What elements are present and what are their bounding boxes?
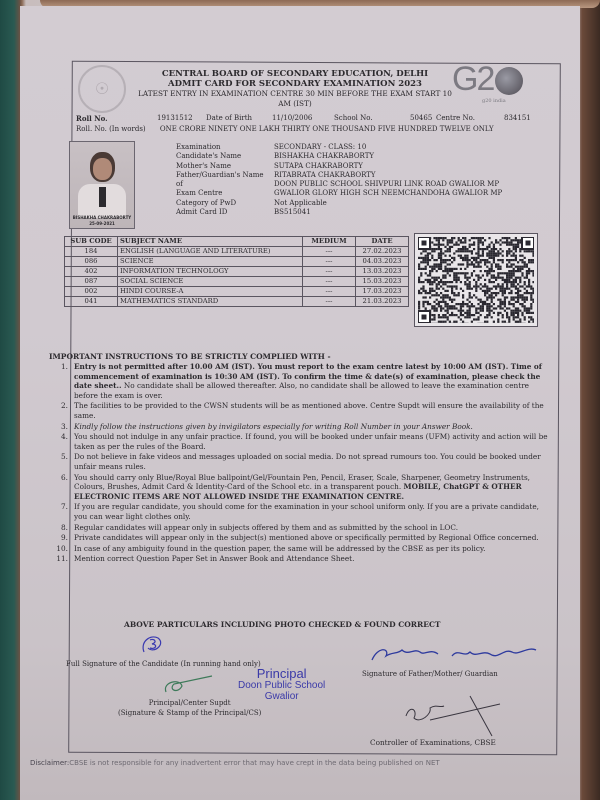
photo-caption-date: 25-09-2021 bbox=[89, 221, 115, 226]
dob-label: Date of Birth bbox=[206, 114, 253, 122]
principal-signature-icon bbox=[160, 674, 216, 698]
instruction-bold-text: Entry is not permitted after 10.00 AM (IST). You must report to the exam centre latest by 10:00 AM (IST). Time of commencement of examination is 10:30 AM (IST). To confirm the time & date(s) of examination, please check the date sheet.. bbox=[74, 362, 542, 391]
detail-label: Father/Guardian's Name bbox=[176, 170, 264, 179]
table-row bbox=[65, 257, 409, 267]
detail-row bbox=[176, 189, 502, 198]
detail-label: of bbox=[176, 180, 183, 189]
g20-subtext: g20 india bbox=[482, 98, 506, 104]
instruction-text: Kindly follow the instructions given by invigilators especially for writing Roll Number in your Answer Book. bbox=[74, 421, 473, 431]
detail-value: BISHAKHA CHAKRABORTY bbox=[274, 152, 374, 161]
table-row bbox=[65, 267, 409, 277]
detail-value: SECONDARY - CLASS: 10 bbox=[274, 143, 367, 151]
roll-words-value: ONE CRORE NINETY ONE LAKH THIRTY ONE THOUSAND FIVE HUNDRED TWELVE ONLY bbox=[159, 125, 494, 133]
instruction-item bbox=[50, 544, 548, 554]
stamp-line3: Gwalior bbox=[264, 691, 299, 702]
school-label: School No. bbox=[334, 114, 373, 122]
instruction-number: 8. bbox=[61, 522, 68, 532]
table-row bbox=[65, 287, 409, 297]
instruction-number: 7. bbox=[61, 502, 68, 512]
detail-value: Not Applicable bbox=[274, 198, 327, 207]
sub-date: 27.02.2023 bbox=[356, 247, 409, 257]
detail-label: Category of PwD bbox=[176, 198, 237, 207]
instruction-item bbox=[50, 554, 548, 564]
col-subject-name: SUBJECT NAME bbox=[118, 237, 303, 247]
instruction-text: The facilities to be provided to the CWSN students will be as mentioned above. Centre Supdt will ensure the availability of the same. bbox=[74, 401, 544, 420]
instruction-item bbox=[50, 432, 548, 451]
sub-date: 04.03.2023 bbox=[356, 257, 409, 267]
sub-code: 184 bbox=[65, 247, 118, 257]
instruction-item bbox=[50, 473, 548, 502]
board-name: CENTRAL BOARD OF SECONDARY EDUCATION, DELHI bbox=[161, 69, 429, 79]
detail-row bbox=[176, 152, 502, 161]
instruction-number: 5. bbox=[61, 452, 68, 462]
sub-medium: --- bbox=[303, 247, 356, 257]
sub-medium: --- bbox=[303, 277, 356, 287]
roll-words-row bbox=[76, 125, 494, 133]
school-stamp bbox=[238, 666, 325, 702]
detail-row bbox=[176, 180, 502, 189]
instruction-item bbox=[50, 502, 548, 521]
detail-row bbox=[176, 162, 502, 171]
entry-notice-line1: LATEST ENTRY IN EXAMINATION CENTRE 30 MIN BEFORE THE EXAM START 10 bbox=[138, 89, 452, 98]
sub-medium: --- bbox=[303, 257, 356, 267]
table-row bbox=[65, 277, 409, 287]
school-value: 50465 bbox=[410, 114, 433, 122]
instruction-number: 4. bbox=[61, 432, 68, 442]
col-sub-code: SUB CODE bbox=[65, 237, 118, 247]
instruction-number: 3. bbox=[61, 421, 68, 431]
candidate-signature-icon bbox=[138, 632, 166, 658]
instruction-number: 9. bbox=[61, 533, 68, 543]
sub-name: INFORMATION TECHNOLOGY bbox=[118, 267, 303, 277]
instruction-number: 10. bbox=[56, 543, 68, 553]
instruction-number: 6. bbox=[61, 472, 68, 482]
instruction-number: 11. bbox=[56, 554, 68, 564]
sub-name: SCIENCE bbox=[118, 257, 303, 267]
instruction-text: No candidate shall be allowed thereafter. Also, no candidate shall be allowed to leave the examination centre before the exam is over. bbox=[74, 381, 530, 400]
candidate-details bbox=[176, 143, 502, 217]
stamp-line1: Principal bbox=[256, 666, 307, 681]
detail-label: Candidate's Name bbox=[176, 152, 242, 161]
instruction-number: 1. bbox=[61, 362, 68, 371]
detail-label: Exam Centre bbox=[176, 189, 223, 198]
roll-value: 19131512 bbox=[157, 114, 193, 122]
sub-medium: --- bbox=[303, 267, 356, 277]
principal-label-line1: Principal/Center Supdt bbox=[148, 699, 231, 707]
dob-value: 11/10/2006 bbox=[272, 114, 313, 122]
sub-code: 402 bbox=[65, 267, 118, 277]
candidate-signature-label: Full Signature of the Candidate (In running hand only) bbox=[66, 660, 261, 668]
subjects-table bbox=[64, 236, 409, 307]
sub-code: 002 bbox=[65, 287, 118, 297]
sub-name: ENGLISH (LANGUAGE AND LITERATURE) bbox=[118, 247, 303, 257]
g20-text: G2 bbox=[452, 60, 494, 98]
sub-date: 13.03.2023 bbox=[356, 267, 409, 277]
instruction-item bbox=[50, 523, 548, 533]
instruction-text: You should carry only Blue/Royal Blue ballpoint/Gel/Fountain Pen, Pencil, Eraser, Scale, Sharpener, Geometry Instruments, Colours, Brushes, Admit Card & Identity-Card of the School etc. in a transparent pouch. bbox=[74, 472, 531, 492]
instruction-item bbox=[50, 533, 548, 543]
roll-label: Roll No. bbox=[76, 114, 108, 123]
table-header-row bbox=[65, 237, 409, 247]
detail-row bbox=[176, 171, 502, 180]
sub-name: SOCIAL SCIENCE bbox=[118, 277, 303, 287]
instruction-item bbox=[50, 422, 548, 432]
instruction-item bbox=[50, 452, 548, 471]
instruction-bold-text: MOBILE, ChatGPT & OTHER ELECTRONIC ITEMS ARE NOT ALLOWED INSIDE THE EXAMINATION CENTRE. bbox=[74, 482, 522, 501]
detail-value: SUTAPA CHAKRABORTY bbox=[274, 161, 363, 170]
instructions-title: IMPORTANT INSTRUCTIONS TO BE STRICTLY COMPLIED WITH - bbox=[49, 352, 331, 361]
photo-caption-name: BISHAKHA CHAKRABORTY bbox=[72, 215, 132, 220]
detail-value: RITABRATA CHAKRABORTY bbox=[274, 170, 376, 179]
instruction-text: You should not indulge in any unfair practice. If found, you will be booked under unfair means (UFM) activity and action will be taken as per the rules of the Board. bbox=[74, 432, 548, 451]
guardian-signature-icon bbox=[368, 642, 548, 666]
instruction-text: Regular candidates will appear only in subjects offered by them and as submitted by the school in LOC. bbox=[74, 522, 459, 532]
centre-value: 834151 bbox=[504, 114, 531, 122]
detail-label: Mother's Name bbox=[176, 161, 232, 170]
detail-row bbox=[176, 143, 502, 152]
g20-logo-icon bbox=[452, 60, 523, 99]
instruction-text: Private candidates will appear only in the subject(s) mentioned above or specifically permitted by Regional Office concerned. bbox=[74, 533, 539, 543]
instruction-text: Mention correct Question Paper Set in Answer Book and Attendance Sheet. bbox=[74, 554, 355, 564]
instruction-item bbox=[50, 362, 548, 400]
detail-label: Examination bbox=[176, 143, 221, 151]
sub-name: MATHEMATICS STANDARD bbox=[118, 297, 303, 307]
cbse-emblem-icon: ☉ bbox=[78, 65, 126, 113]
controller-signature-icon bbox=[400, 694, 510, 738]
sub-date: 15.03.2023 bbox=[356, 277, 409, 287]
entry-notice-line2: AM (IST) bbox=[278, 99, 312, 108]
sub-medium: --- bbox=[303, 297, 356, 307]
detail-row bbox=[176, 208, 502, 217]
stamp-line2: Doon Public School bbox=[238, 680, 326, 691]
instruction-item bbox=[50, 401, 548, 420]
instruction-text: If you are regular candidate, you should come for the examination in your school uniform only. If you are a private candidate, you can wear light clothes only. bbox=[74, 502, 539, 521]
instructions-list bbox=[50, 362, 548, 565]
admit-card-title: ADMIT CARD FOR SECONDARY EXAMINATION 2023 bbox=[168, 79, 422, 89]
disclaimer bbox=[30, 759, 440, 767]
guardian-signature-label: Signature of Father/Mother/ Guardian bbox=[362, 670, 498, 678]
qr-code-icon bbox=[414, 233, 538, 327]
sub-code: 041 bbox=[65, 297, 118, 307]
instruction-text: Do not believe in fake videos and messages uploaded on social media. Do not spread rumours too. You could be booked under unfair means rules. bbox=[74, 452, 541, 471]
roll-words-label: Roll. No. (In words) bbox=[76, 125, 146, 133]
detail-label: Admit Card ID bbox=[176, 208, 228, 217]
centre-label: Centre No. bbox=[436, 114, 475, 122]
detail-value: DOON PUBLIC SCHOOL SHIVPURI LINK ROAD GWALIOR MP bbox=[274, 180, 500, 189]
instruction-number: 2. bbox=[61, 401, 68, 411]
sub-code: 087 bbox=[65, 277, 118, 287]
sub-date: 17.03.2023 bbox=[356, 287, 409, 297]
sub-date: 21.03.2023 bbox=[356, 297, 409, 307]
detail-row bbox=[176, 199, 502, 208]
detail-value: GWALIOR GLORY HIGH SCH NEEMCHANDOHA GWALIOR MP bbox=[274, 189, 503, 198]
sub-medium: --- bbox=[303, 287, 356, 297]
table-row bbox=[65, 297, 409, 307]
candidate-photo bbox=[69, 141, 135, 229]
disclaimer-text: CBSE is not responsible for any inadvertent error that may have crept in the data being published on NET bbox=[69, 759, 440, 767]
table-row bbox=[65, 247, 409, 257]
particulars-checked: ABOVE PARTICULARS INCLUDING PHOTO CHECKED & FOUND CORRECT bbox=[124, 620, 441, 629]
detail-value: BS515041 bbox=[274, 208, 311, 217]
controller-label: Controller of Examinations, CBSE bbox=[370, 738, 496, 747]
sub-name: HINDI COURSE-A bbox=[118, 287, 303, 297]
col-medium: MEDIUM bbox=[303, 237, 356, 247]
disclaimer-label: Disclaimer: bbox=[30, 759, 70, 767]
col-date: DATE bbox=[356, 237, 409, 247]
sub-code: 086 bbox=[65, 257, 118, 267]
principal-label-line2: (Signature & Stamp of the Principal/CS) bbox=[118, 709, 262, 717]
instruction-text: In case of any ambiguity found in the question paper, the same will be addressed by the CBSE as per its policy. bbox=[74, 543, 486, 553]
